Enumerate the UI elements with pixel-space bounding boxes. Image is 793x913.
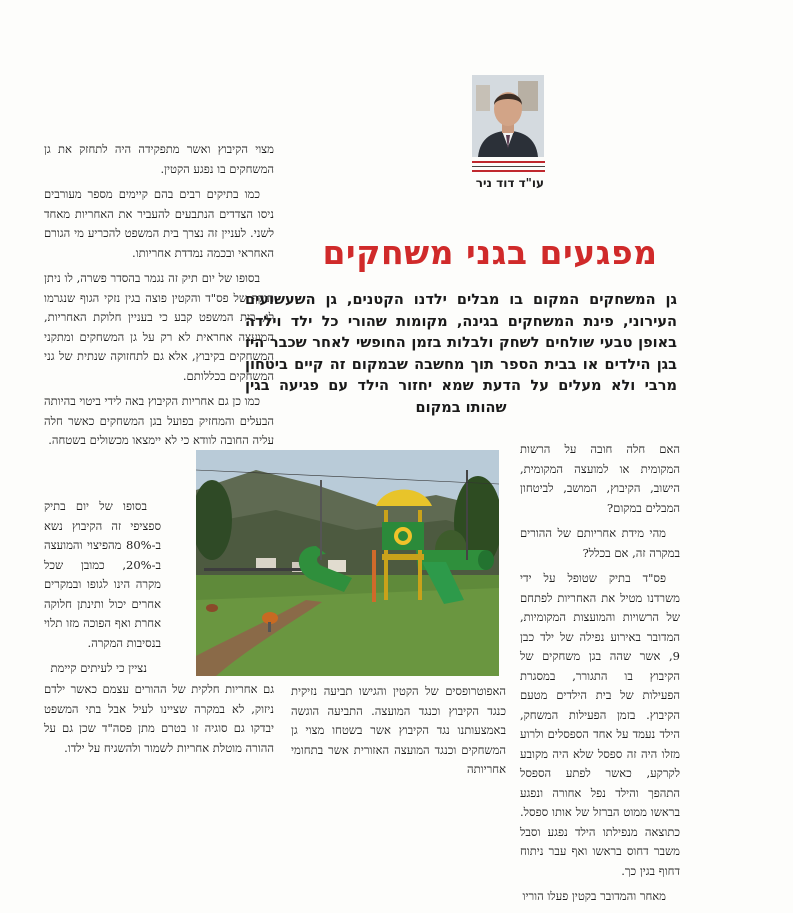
paragraph: גם אחריות חלקית של ההורים עצמם כאשר ילדם ניזוק, לא במקרה שציינו לעיל אבל בתי המשפט יבדקו גם סוגיה זו בטרם מתן פסה"ד שכן גם על ההורה מוטלת אחריות לשמור ולהשגיח על ילדו. <box>44 682 274 755</box>
column-middle <box>291 682 506 786</box>
paragraph: כמו כן גם אחריות הקיבוץ באה לידי ביטוי בהיותה הבעלים והמחזיק בפועל בגן המשחקים כאשר חלה עליה החובה לוודא כי לא יימצאו מכשולים בשטחה. <box>44 394 274 447</box>
paragraph: כמו בתיקים רבים בהם קיימים מספר מעורבים ניסו הצדדים הנתבעים להעביר את האחריות מאחד לשני. לעניין זה נצרך בית המשפט להכריע מי הגורם האחראי ובכמה נמדדת אחריותו. <box>44 187 274 260</box>
author-name: עו"ד דוד ניר <box>475 176 544 190</box>
column-left-narrow <box>44 497 161 685</box>
playground-image <box>196 450 499 676</box>
article-lead: גן המשחקים המקום בו מבלים ילדנו הקטנים, גן השעשועים העירוני, פינת המשחקים בגינה, מקומות שהורי כל ילד וילדה באופן טבעי שולחים לשחק ולבלות בזמן החופשי לאחר שכבר היו בגן הילדים או בבית הספר תוך מחשבה שבמקום זה קיים ביטחון מרבי ולא מעלים על הדעת שמא יחזור הילד עם פגיעה בגין שהותו במקום <box>245 292 677 416</box>
paragraph: האפוטרופסים של הקטין והגישו תביעה נזיקית כנגד הקיבוץ וכנגד המועצה. התביעה הוגשה באמצעותנו נגד הקיבוץ אשר בשטחו מצוי גן המשחקים וכנגד המועצה האזורית אשר בתחומי אחריותה <box>291 684 506 776</box>
author-divider <box>472 158 545 172</box>
author-photo <box>472 75 544 157</box>
author-portrait-image <box>472 75 544 157</box>
playground-photo <box>196 450 499 676</box>
paragraph: בסופו של יום בתיק ספציפי זה הקיבוץ נשא ב-80% מהפיצוי והמועצה ב-20%, כמובן שכל מקרה הינו לגופו ובמקרים אחרים יכול ותינתן חלוקה אחרת ואף הפוכה מזו תלוי בנסיבות המקרה. <box>44 499 161 650</box>
paragraph: האם חלה חובה על הרשות המקומית או למועצה המקומית, הישוב, הקיבוץ, המושב, לביטחון המבלים במקום? <box>520 442 680 515</box>
paragraph: בסופו של יום תיק זה נגמר בהסדר פשרה, לו ניתן תוקף של פס"ד והקטין פוצה בגין נזקי הגוף שנגרמו לו, בית המשפט קבע כי בעניין חלוקת האחריות, המועצה אחראית לא רק על גן המשחקים ומתקני המשחקים בקיבוץ, אלא גם לתחזוקה שנתית של גני המשחקים בכללותם. <box>44 271 274 383</box>
column-right <box>520 440 680 913</box>
paragraph: נציין כי לעיתים קיימת <box>50 661 147 675</box>
paragraph: מצוי הקיבוץ ואשר מתפקידה היה לתחזק את גן המשחקים בו נפגע הקטין. <box>44 142 274 176</box>
paragraph: פס"ד בתיק שטופל על ידי משרדנו מטיל את האחריות לפתחם של הרשויות והמועצות המקומיות, המדובר באירוע נפילה של ילד כבן 9, אשר שהה בגן משחקים של הקיבוץ בו התגורר, במסגרת הפעילות של בית הילדים מטעם הקיבוץ. בזמן הפעילות המשחק, הילד נעמד על אחד הספסלים ולרוע מזלו היה זה ספסל שלא היה מקובע לקרקע, כאשר לפתע הספסל התהפך והילד נפל אחורה ונפגע בראשו ממוט הברזל של אותו ספסל. כתוצאה מנפילתו הילד נפגע וסבל משבר דחוס בראשו ואף עבר ניתוח דחוף בגין כך. <box>520 571 680 878</box>
paragraph: מהי מידת אחריותם של ההורים במקרה זה, אם בכלל? <box>520 526 680 560</box>
column-left-bottom <box>44 680 274 764</box>
column-left-top <box>44 140 274 457</box>
article-headline: מפגעים בגני משחקים <box>322 233 658 272</box>
paragraph: מאחר והמדובר בקטין פעלו הוריו <box>522 889 666 903</box>
